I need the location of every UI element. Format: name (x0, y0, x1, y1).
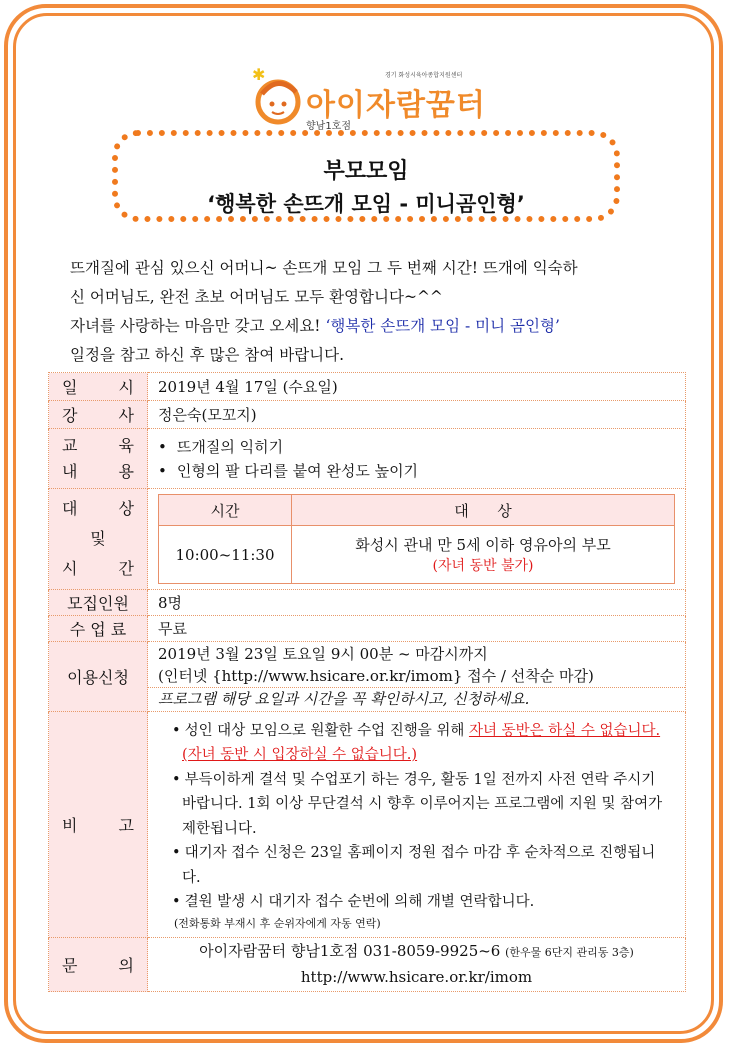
intro-line: 일정을 참고 하신 후 많은 참여 바랍니다. (70, 346, 345, 364)
info-table (48, 372, 686, 992)
intro-text (70, 254, 680, 370)
list-item: • 결원 발생 시 대기자 접수 순번에 의해 개별 연락합니다. (166, 890, 671, 915)
fee-label: 수 업 료 (49, 616, 148, 642)
col-time-header: 시간 (159, 495, 292, 526)
time-value: 10:00~11:30 (159, 526, 292, 584)
content-list (158, 435, 675, 483)
date-value: 2019년 4월 17일 (수요일) (148, 373, 686, 401)
logo-branch: 향남1호점 (306, 121, 352, 132)
row-fee (49, 616, 686, 642)
notes-list (166, 719, 671, 915)
apply-line: 2019년 3월 23일 토요일 9시 00분 ~ 마감시까지 (158, 645, 488, 663)
title-sub: ‘행복한 손뜨개 모임 - 미니곰인형’ (207, 192, 525, 216)
target-note: (자녀 동반 불가) (432, 558, 534, 574)
col-target-header: 대 상 (292, 495, 675, 526)
contact-line: 아이자람꿈터 향남1호점 031-8059-9925~6 (한우물 6단지 관리동 3층) (199, 942, 634, 960)
teacher-value: 정은숙(모꼬지) (148, 401, 686, 429)
fee-value: 무료 (148, 616, 686, 642)
list-item: • 부득이하게 결석 및 수업포기 하는 경우, 활동 1일 전까지 사전 연락 주시기 바랍니다. 1회 이상 무단결석 시 향후 이루어지는 프로그램에 지원 및 참여가 제한됩니다. (166, 768, 671, 842)
logo-org: 경기 화성시육아종합지원센터 (385, 72, 463, 79)
list-item: • 뜨개질의 익히기 (158, 435, 675, 459)
row-date: 일 시 2019년 4월 17일 (수요일) (49, 373, 686, 401)
row-content: 교 육 내 용 • 뜨개질의 익히기 • 인형의 팔 다리를 붙여 완성도 높이기 (49, 429, 686, 489)
row-contact: 문 의 아이자람꿈터 향남1호점 031-8059-9925~6 (한우물 6단지 관리동 3층) http://www.hsicare.or.kr/imom (49, 938, 686, 992)
row-apply (49, 642, 686, 712)
apply-line: (인터넷 {http://www.hsicare.or.kr/imom} 접수 / 선착순 마감) (158, 667, 594, 685)
intro-line: 신 어머님도, 완전 초보 어머님도 모두 환영합니다~^^ (70, 288, 443, 306)
notes-sub: (전화통화 부재시 후 순위자에게 자동 연락) (174, 916, 381, 930)
capacity-value: 8명 (148, 590, 686, 616)
apply-label: 이용신청 (49, 642, 148, 712)
svg-text:✱: ✱ (252, 66, 266, 84)
intro-line: 뜨개질에 관심 있으신 어머니~ 손뜨개 모임 그 두 번째 시간! 뜨개에 익숙하 (70, 259, 578, 277)
list-item: • 성인 대상 모임으로 원활한 수업 진행을 위해 자녀 동반은 하실 수 없습니다. (자녀 동반 시 입장하실 수 없습니다.) (166, 719, 671, 768)
intro-line: 자녀를 사랑하는 마음만 갖고 오세요! ‘행복한 손뜨개 모임 - 미니 곰인형’ (70, 317, 560, 335)
logo-name: 아이자람꿈터 (306, 88, 486, 123)
row-teacher: 강 사 정은숙(모꼬지) (49, 401, 686, 429)
apply-note: 프로그램 해당 요일과 시간을 꼭 확인하시고, 신청하세요. (148, 687, 685, 710)
title-main: 부모모임 (323, 159, 409, 184)
child-face-icon (250, 66, 310, 128)
schedule-table (158, 494, 675, 584)
list-item: • 인형의 팔 다리를 붙여 완성도 높이기 (158, 459, 675, 483)
target-value: 화성시 관내 만 5세 이하 영유아의 부모 (355, 536, 611, 554)
row-capacity (49, 590, 686, 616)
capacity-label: 모집인원 (49, 590, 148, 616)
logo (250, 62, 500, 132)
list-item: • 대기자 접수 신청은 23일 홈페이지 정원 접수 마감 후 순차적으로 진행됩니다. (166, 841, 671, 890)
row-notes: 비 고 • 성인 대상 모임으로 원활한 수업 진행을 위해 자녀 동반은 하실 수 없습니다. (자녀 동반 시 입장하실 수 없습니다.) • 부득이하게 결석 및 수업포기 하는 경우, 활동 1일 전까지 사전 연락 주시기 바랍니다. 1회 이상 무단결석 시 향후 이루어지는 프로그램에 지원 및 참여가 제한됩니다. • 대기자 접수 신청은 23일 홈페이지 정원 접수 마감 후 순차적으로 진행됩니다. • 결원 발생 시 대기자 접수 순번에 의해 개별 연락합니다. (전화통화 부재시 후 순위자에게 자동 연락) (49, 712, 686, 938)
title-box (112, 130, 620, 222)
program-name: 행복한 손뜨개 모임 - 미니 곰인형 (330, 317, 555, 335)
row-target: 대 상 및 시 간 시간 대 상 10:00~11:30 화성시 관내 만 5세 이하 영유아의 부모 (자녀 동반 불가) (49, 489, 686, 590)
contact-url: http://www.hsicare.or.kr/imom (300, 968, 533, 986)
